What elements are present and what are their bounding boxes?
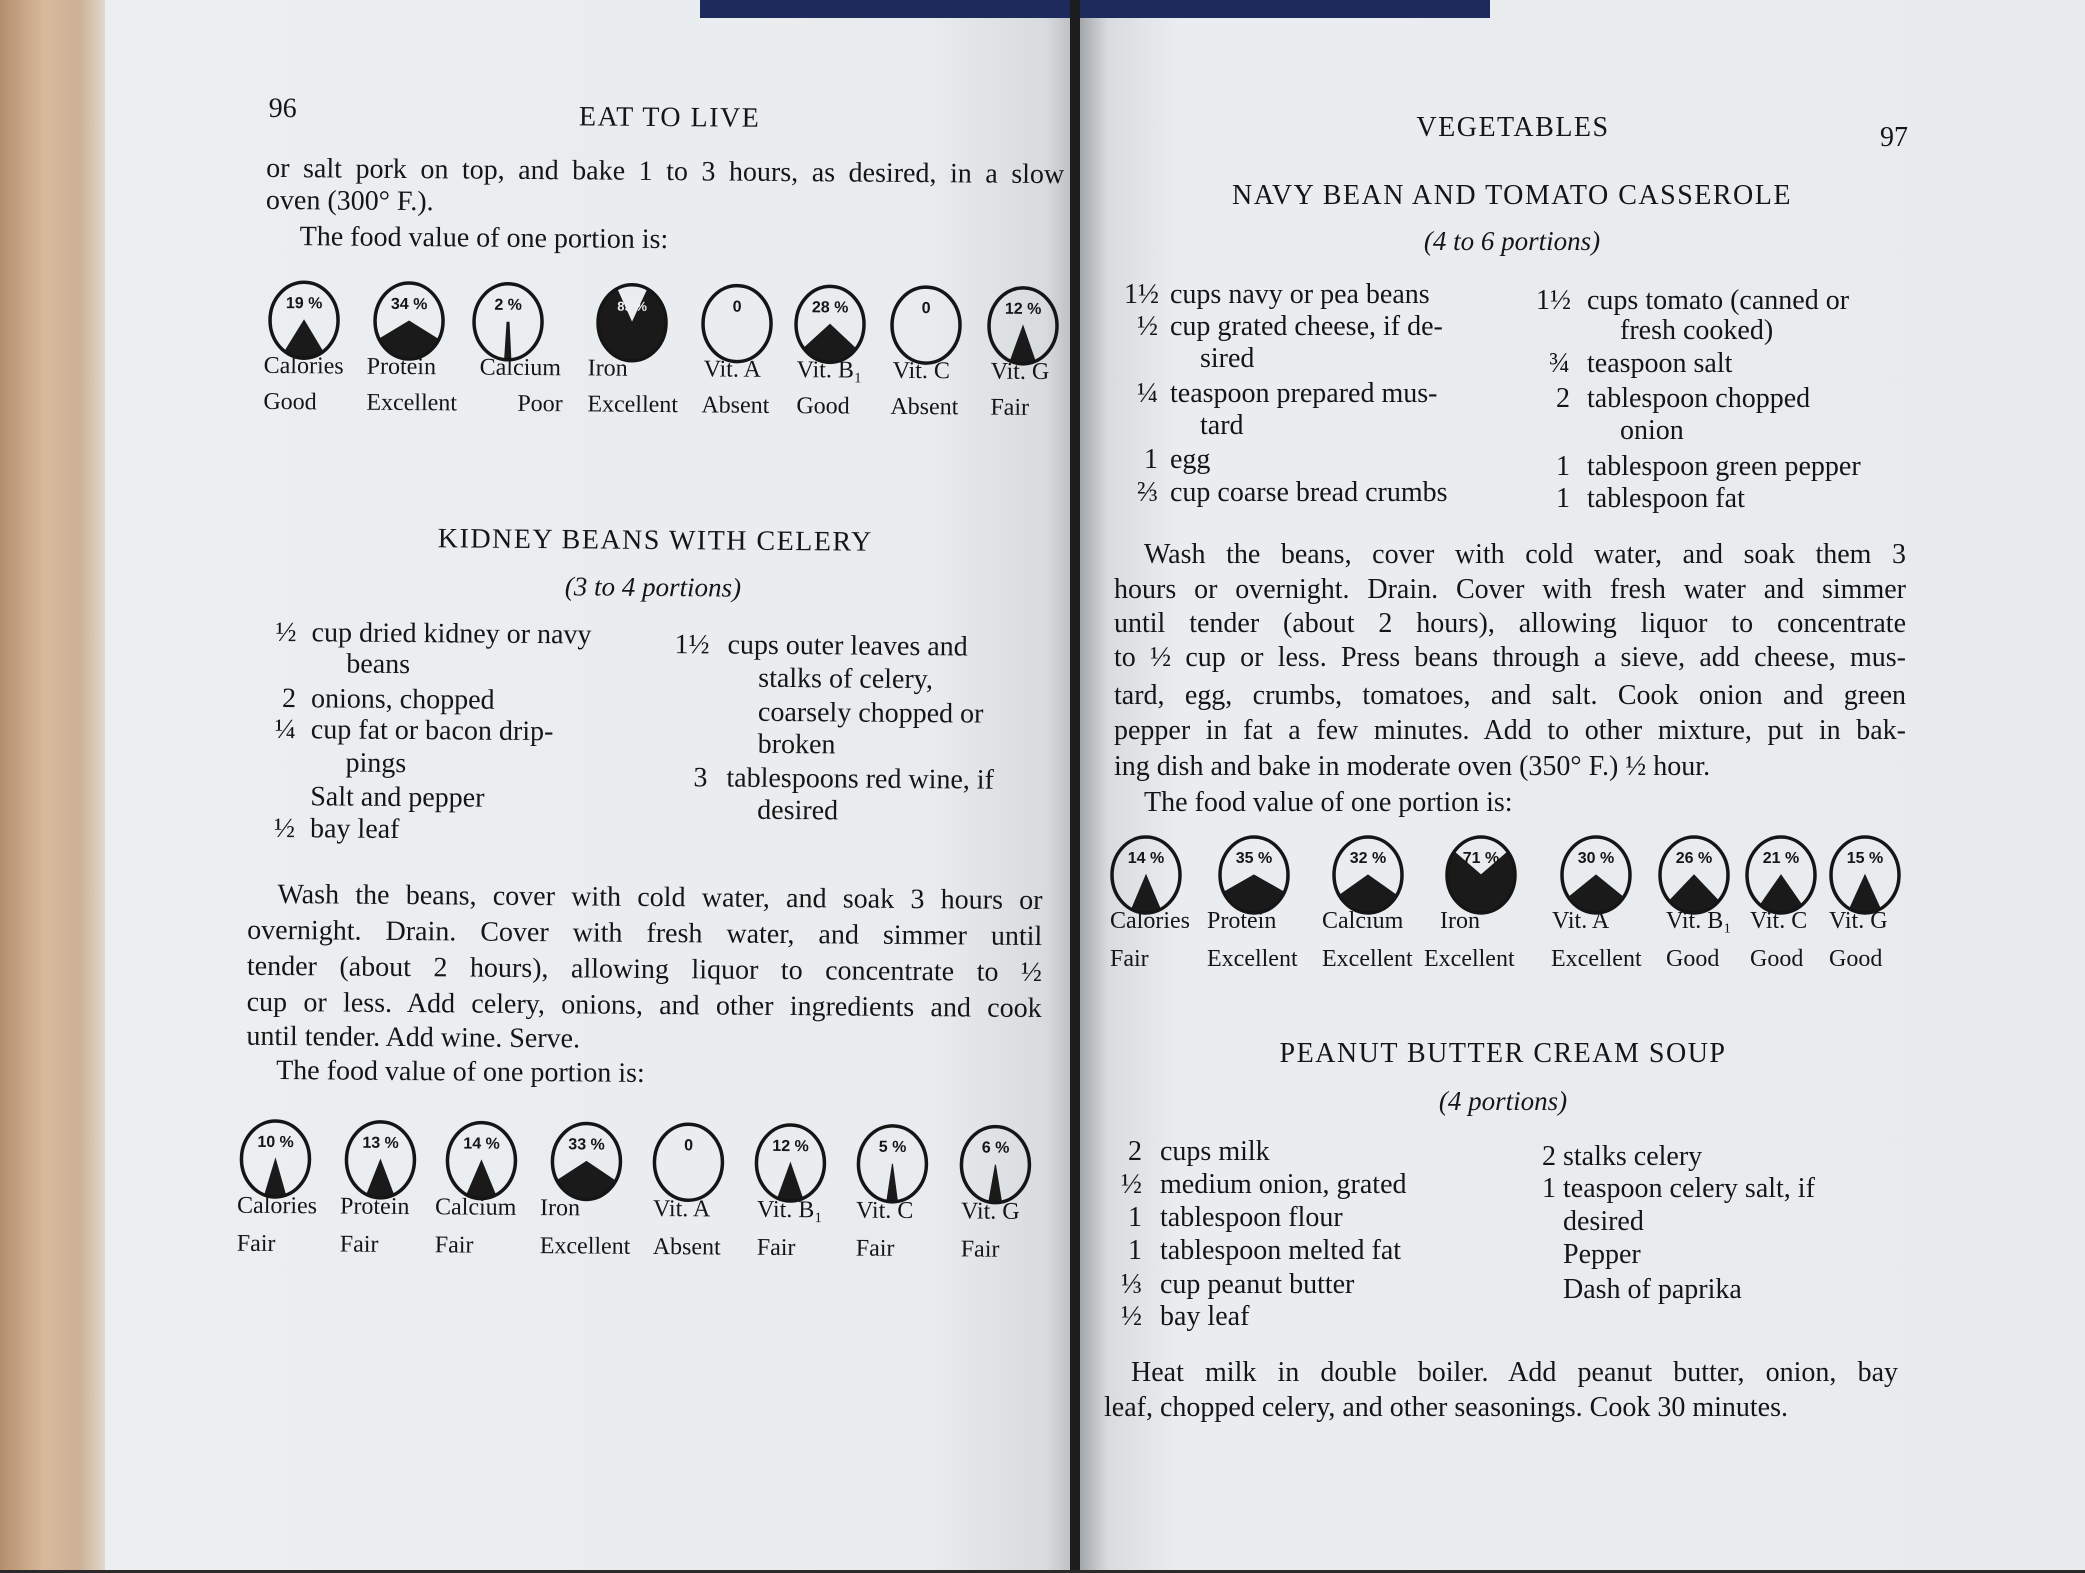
nutrient-name: Calcium [479,354,562,382]
nutrient-rating: Excellent [1551,946,1642,972]
text-line: until tender. Add wine. Serve. [246,1020,581,1055]
ingredient-text: Dash of paprika [1563,1274,1742,1305]
nutrient-fill-wedge [367,1160,394,1198]
nutrient-circle-outline [654,1124,723,1201]
ingredient-quantity: 1 [1128,1202,1142,1233]
nutrient-pie-icon [855,1123,930,1206]
nutrient-percent-label: 0 [732,298,742,316]
food-value-intro: The food value of one portion is: [299,221,669,256]
text-line: Heat milk in double boiler. Add peanut butter, onion, bay [1131,1357,1898,1388]
ingredient-text: cup peanut butter [1160,1269,1355,1300]
nutrient-percent-label: 2 % [494,296,523,314]
nutrient-name: Vit. B₁ [796,357,863,384]
text-line: leaf, chopped celery, and other seasonings. Cook 30 minutes. [1104,1392,1789,1423]
nutrient-percent-label: 14 % [1127,850,1165,867]
nutrient-rating: Good [1829,946,1883,972]
ingredient-text: cup grated cheese, if de- [1170,311,1443,342]
ingredient-quantity: 1½ [1124,279,1159,310]
ingredient-text: tablespoon melted fat [1160,1235,1402,1266]
nutrient-pie-icon [595,281,670,364]
nutrient-rating: Fair [434,1232,474,1259]
page-number: 97 [1880,122,1908,153]
nutrient-name: Iron [539,1195,581,1222]
ingredient-quantity: ¼ [274,713,296,746]
nutrient-pie-icon [986,285,1061,368]
nutrient-circle-outline [892,287,961,364]
ingredient-text: fresh cooked) [1620,315,1774,346]
recipe-portions: (3 to 4 portions) [564,571,742,603]
nutrient-rating: Good [1666,946,1720,972]
nutrient-rating: Fair [960,1236,1000,1263]
food-value-intro: The food value of one portion is: [1144,787,1513,818]
ingredient-text: Salt and pepper [310,781,485,814]
recipe-title: KIDNEY BEANS WITH CELERY [437,523,873,558]
ingredient-quantity: 1 [1556,483,1570,514]
text-line: overnight. Drain. Cover with fresh water, and simmer until [247,914,1043,953]
ingredient-quantity: ⅓ [1121,1269,1142,1300]
nutrient-rating: Excellent [539,1233,631,1260]
nutrient-rating: Fair [1110,946,1149,972]
nutrient-rating: Poor [517,390,563,418]
text-line: pepper in fat a few minutes. Add to other mixture, put in bak- [1114,715,1906,746]
ingredient-quantity: ½ [275,616,297,649]
nutrient-percent-label: 33 % [568,1136,605,1154]
nutrient-pie-icon [1559,834,1633,916]
nutrient-percent-label: 15 % [1846,850,1884,867]
nutrient-name: Vit. G [990,358,1050,386]
ingredient-text: beans [346,648,411,681]
nutrient-percent-label: 34 % [390,295,428,314]
ingredient-text: bay leaf [1160,1301,1250,1332]
recipe-portions: (4 portions) [1438,1086,1568,1116]
ingredient-text: onion [1620,415,1684,446]
ingredient-text: cups navy or pea beans [1170,279,1430,310]
ingredient-quantity: ¼ [1137,378,1158,409]
nutrient-rating: Excellent [1424,946,1515,972]
nutrient-name: Iron [1440,908,1480,934]
ingredient-quantity: 1 [1556,451,1570,482]
nutrient-percent-label: 10 % [257,1133,294,1152]
nutrient-pie-icon [651,1121,726,1204]
nutrient-pie-icon [1109,834,1183,916]
nutrient-percent-label: 14 % [463,1135,500,1153]
nutrient-percent-label: 12 % [772,1137,809,1156]
nutrient-pie-icon [958,1123,1033,1206]
nutrient-percent-label: 0 [684,1137,694,1155]
nutrient-rating: Fair [990,394,1030,421]
nutrient-pie-icon [444,1119,519,1202]
nutrient-pie-icon [1444,834,1518,916]
nutrient-pie-icon [343,1119,418,1202]
nutrient-rating: Fair [756,1234,796,1262]
nutrient-percent-label: 19 % [285,295,323,313]
nutrient-percent-label: 12 % [1004,300,1042,318]
ingredient-text: cups tomato (canned or [1587,285,1850,316]
nutrient-rating: Good [263,388,317,416]
ingredient-text: cup fat or bacon drip- [310,714,554,748]
ingredient-quantity: 2 [1128,1136,1142,1167]
ingredient-quantity: ⅔ [1137,477,1158,508]
nutrient-rating: Excellent [1322,946,1413,972]
nutrient-rating: Absent [701,392,770,419]
ingredient-quantity: 2 [1542,1141,1556,1172]
nutrient-name: Vit. C [892,357,951,385]
ingredient-quantity: 1 [1128,1235,1142,1266]
nutrient-pie-icon [549,1120,624,1203]
ingredient-text: tard [1200,410,1244,441]
nutrient-name: Iron [587,355,628,382]
ingredient-text: cup coarse bread crumbs [1170,477,1448,508]
nutrient-name: Vit. B₁ [1666,908,1732,934]
nutrient-name: Vit. G [960,1198,1020,1225]
nutrient-name: Vit. C [855,1197,914,1225]
nutrient-percent-label: 35 % [1235,850,1273,867]
nutrient-name: Protein [366,353,437,381]
nutrient-percent-label: 26 % [1675,850,1713,867]
text-line: oven (300° F.). [265,184,434,218]
ingredient-text: coarsely chopped or [757,696,984,730]
nutrient-percent-label: 71 % [1462,850,1500,867]
nutrient-pie-icon [471,281,546,364]
ingredient-quantity: ¾ [1549,348,1570,379]
ingredient-quantity: 2 [281,683,297,715]
ingredient-text: sired [1200,343,1255,374]
ingredient-text: desired [1563,1206,1644,1237]
recipe-title: PEANUT BUTTER CREAM SOUP [1279,1038,1727,1069]
text-line: Wash the beans, cover with cold water, and soak 3 hours or [277,879,1043,917]
text-line: or salt pork on top, and bake 1 to 3 hours, as desired, in a slow [266,152,1065,191]
nutrient-percent-label: 85 % [617,298,648,314]
nutrient-rating: Fair [236,1230,276,1258]
ingredient-quantity: 1 [1542,1173,1556,1204]
text-line: Wash the beans, cover with cold water, and soak them 3 [1144,539,1906,570]
nutrient-fill-wedge [778,1163,803,1201]
nutrient-pie-icon [1331,834,1405,916]
ingredient-text: tablespoon chopped [1587,383,1811,414]
ingredient-quantity: ½ [1121,1169,1142,1200]
ingredient-quantity: 1½ [1536,285,1571,316]
ingredient-text: teaspoon celery salt, if [1563,1173,1815,1204]
nutrient-percent-label: 30 % [1577,850,1615,867]
nutrient-fill-wedge [887,1164,898,1202]
ingredient-text: medium onion, grated [1160,1169,1407,1200]
nutrient-pie-icon [238,1118,313,1201]
nutrient-pie-icon [1657,834,1731,916]
nutrient-name: Vit. B₁ [756,1196,823,1224]
ingredient-text: tablespoon green pepper [1587,451,1861,482]
nutrient-percent-label: 6 % [981,1139,1010,1157]
nutrient-name: Calories [263,352,344,380]
text-line: tender (about 2 hours), allowing liquor to concentrate to ½ [246,950,1043,989]
ingredient-text: cup dried kidney or navy [311,617,592,651]
nutrient-percent-label: 13 % [362,1134,399,1152]
ingredient-text: Pepper [1563,1239,1641,1270]
nutrient-percent-label: 28 % [811,299,849,317]
text-line: ing dish and bake in moderate oven (350° F.) ½ hour. [1114,751,1711,782]
nutrient-pie-icon [267,279,342,362]
nutrient-fill-wedge [265,1159,286,1197]
nutrient-pie-icon [1828,834,1902,916]
nutrient-name: Calories [236,1192,318,1220]
ingredient-text: broken [757,728,836,761]
nutrient-circle-outline [703,285,772,362]
text-line: hours or overnight. Drain. Cover with fresh water and simmer [1114,574,1906,605]
running-head: VEGETABLES [1416,112,1610,143]
ingredient-text: teaspoon prepared mus- [1170,378,1438,409]
text-line: until tender (about 2 hours), allowing liquor to concentrate [1114,608,1906,639]
ingredient-quantity: 3 [693,762,708,794]
nutrient-name: Calories [1110,908,1190,934]
ingredient-text: bay leaf [309,813,400,845]
recipe-portions: (4 to 6 portions) [1423,226,1601,256]
nutrient-name: Vit. G [1829,908,1888,934]
page-number: 96 [268,92,297,125]
ingredient-quantity: ½ [1137,311,1158,342]
nutrient-pie-icon [753,1122,828,1205]
recipe-title: NAVY BEAN AND TOMATO CASSEROLE [1232,180,1792,211]
nutrient-percent-label: 5 % [878,1138,907,1156]
ingredient-text: tablespoon flour [1160,1202,1343,1233]
nutrient-name: Protein [339,1193,410,1221]
food-value-intro: The food value of one portion is: [276,1055,645,1089]
nutrient-name: Vit. C [1750,908,1808,934]
text-line: to ½ cup or less. Press beans through a sieve, add cheese, mus- [1114,642,1906,673]
nutrient-name: Vit. A [1552,908,1610,934]
ingredient-text: cups outer leaves and [727,629,968,663]
nutrient-rating: Excellent [587,391,679,419]
ingredient-text: pings [345,747,407,780]
ingredient-quantity: 1½ [674,629,710,661]
nutrient-fill-wedge [989,1165,1002,1203]
ingredient-text: cups milk [1160,1136,1270,1167]
nutrient-rating: Good [796,393,850,420]
nutrient-pie-icon [372,280,447,363]
ingredient-quantity: 1 [1144,444,1158,475]
text-line: cup or less. Add celery, onions, and other ingredients and cook [246,986,1042,1025]
ingredient-text: desired [757,794,839,827]
nutrient-name: Calcium [434,1194,517,1221]
ingredient-quantity: ½ [273,812,296,845]
nutrient-name: Protein [1207,908,1277,934]
nutrient-rating: Absent [890,393,959,421]
ingredient-text: egg [1170,444,1211,475]
nutrient-rating: Absent [652,1233,721,1261]
nutrient-pie-icon [1744,834,1818,916]
ingredient-text: stalks of celery, [758,662,934,696]
nutrient-pie-icon [1217,834,1291,916]
nutrient-percent-label: 0 [921,300,931,318]
ingredient-text: tablespoon fat [1587,483,1745,514]
nutrient-rating: Excellent [1207,946,1298,972]
nutrient-name: Calcium [1322,908,1404,934]
ingredient-text: tablespoons red wine, if [726,762,995,796]
ingredient-quantity: 2 [1556,383,1570,414]
nutrient-percent-label: 21 % [1762,850,1800,867]
nutrient-pie-icon [793,283,868,366]
nutrient-name: Vit. A [652,1195,711,1223]
ingredient-text: stalks celery [1563,1141,1703,1172]
ingredient-text: teaspoon salt [1587,348,1733,379]
nutrient-rating: Fair [339,1231,379,1258]
nutrient-fill-wedge [467,1161,496,1199]
running-head: EAT TO LIVE [578,101,761,134]
nutrient-rating: Good [1750,946,1804,972]
nutrient-pie-icon [700,282,775,365]
ingredient-text: onions, chopped [310,683,495,716]
ingredient-quantity: ½ [1121,1301,1142,1332]
nutrient-rating: Fair [855,1235,895,1262]
nutrient-pie-icon [889,284,964,367]
nutrient-name: Vit. A [703,356,762,383]
text-line: tard, egg, crumbs, tomatoes, and salt. Cook onion and green [1114,680,1906,711]
nutrient-rating: Excellent [366,389,458,417]
nutrient-percent-label: 32 % [1349,850,1387,867]
